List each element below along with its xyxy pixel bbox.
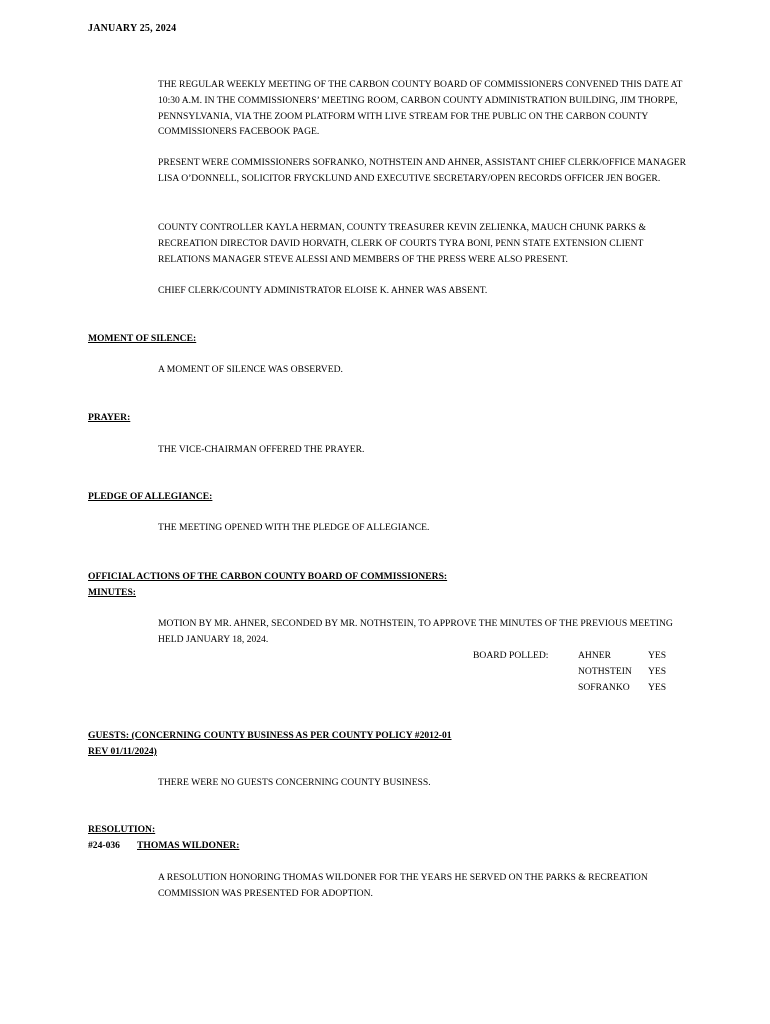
vote-list <box>578 648 666 695</box>
vote-name: SOFRANKO <box>578 681 630 693</box>
resolution-number: #24-036 <box>88 840 120 851</box>
intro-paragraph-2 <box>123 155 693 187</box>
silence-heading: MOMENT OF SILENCE: <box>88 333 197 344</box>
vote-row <box>578 648 666 664</box>
document-date: JANUARY 25, 2024 <box>88 23 177 34</box>
intro-paragraph-1 <box>123 77 693 140</box>
vote-row <box>578 680 666 696</box>
prayer-text: THE VICE-CHAIRMAN OFFERED THE PRAYER. <box>158 444 365 455</box>
prayer-heading: PRAYER: <box>88 412 131 423</box>
vote-name: NOTHSTEIN <box>578 665 632 677</box>
vote-row <box>578 664 666 680</box>
intro-paragraph-2-text: PRESENT WERE COMMISSIONERS SOFRANKO, NOTHSTEIN AND AHNER, ASSISTANT CHIEF CLERK/OFFICE MANAGER LISA O’DONNELL, SOLICITOR FRYCKLUND AND EXECUTIVE SECRETARY/OPEN RECORDS OFFICER JEN BOGER. <box>158 157 687 184</box>
pledge-text: THE MEETING OPENED WITH THE PLEDGE OF ALLEGIANCE. <box>158 522 430 533</box>
minutes-heading: MINUTES: <box>88 587 136 598</box>
resolution-text: A RESOLUTION HONORING THOMAS WILDONER FOR THE YEARS HE SERVED ON THE PARKS & RECREATION COMMISSION WAS PRESENTED FOR ADOPTION. <box>158 872 648 899</box>
guests-heading-line-2: REV 01/11/2024) <box>88 746 157 757</box>
resolution-heading: RESOLUTION: <box>88 824 156 835</box>
intro-paragraph-3 <box>123 220 693 267</box>
board-polled-label: BOARD POLLED: <box>473 650 549 661</box>
resolution-title: THOMAS WILDONER: <box>137 840 240 851</box>
official-actions-heading: OFFICIAL ACTIONS OF THE CARBON COUNTY BOARD OF COMMISSIONERS: <box>88 571 448 582</box>
intro-paragraph-3-text: COUNTY CONTROLLER KAYLA HERMAN, COUNTY TREASURER KEVIN ZELIENKA, MAUCH CHUNK PARKS & RECREATION DIRECTOR DAVID HORVATH, CLERK OF COURTS TYRA BONI, PENN STATE EXTENSION CLIENT RELATIONS MANAGER STEVE ALESSI AND MEMBERS OF THE PRESS WERE ALSO PRESENT. <box>158 222 646 265</box>
minutes-motion-text: MOTION BY MR. AHNER, SECONDED BY MR. NOTHSTEIN, TO APPROVE THE MINUTES OF THE PREVIOUS MEETING HELD JANUARY 18, 2024. <box>158 618 673 645</box>
minutes-motion <box>137 616 697 648</box>
guests-heading-line-1: GUESTS: (CONCERNING COUNTY BUSINESS AS PER COUNTY POLICY #2012-01 <box>88 730 452 741</box>
vote-value: YES <box>648 665 667 677</box>
resolution-paragraph <box>137 870 697 902</box>
intro-paragraph-4: CHIEF CLERK/COUNTY ADMINISTRATOR ELOISE K. AHNER WAS ABSENT. <box>158 285 488 296</box>
vote-value: YES <box>648 650 667 661</box>
vote-value: YES <box>648 681 667 693</box>
guests-text: THERE WERE NO GUESTS CONCERNING COUNTY BUSINESS. <box>158 777 431 788</box>
silence-text: A MOMENT OF SILENCE WAS OBSERVED. <box>158 364 343 375</box>
pledge-heading: PLEDGE OF ALLEGIANCE: <box>88 491 213 502</box>
vote-name: AHNER <box>578 650 612 661</box>
intro-paragraph-1-text: THE REGULAR WEEKLY MEETING OF THE CARBON COUNTY BOARD OF COMMISSIONERS CONVENED THIS DATE AT 10:30 A.M. IN THE COMMISSIONERS’ MEETING ROOM, CARBON COUNTY ADMINISTRATION BUILDING, JIM THORPE, PENNSYLVANIA, VIA THE ZOOM PLATFORM WITH LIVE STREAM FOR THE PUBLIC ON THE CARBON COUNTY COMMISSIONERS FACEBOOK PAGE. <box>158 79 683 138</box>
